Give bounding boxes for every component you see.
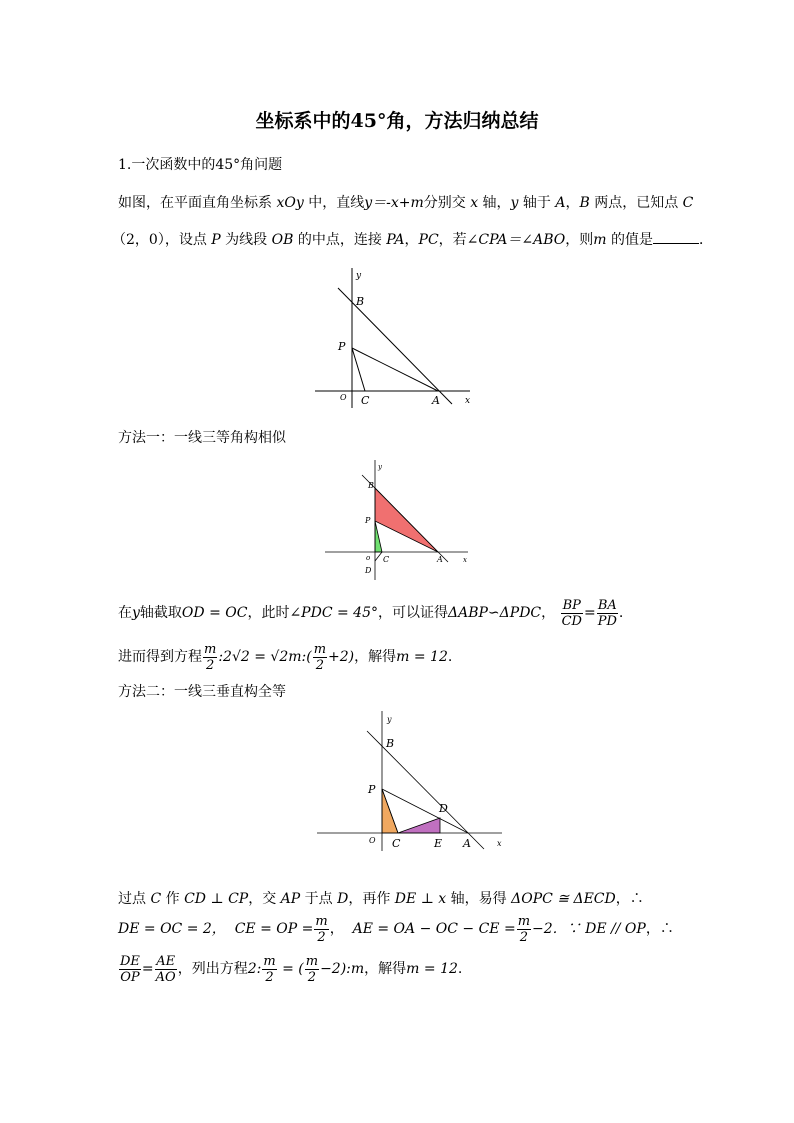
label-o: o	[366, 554, 371, 562]
label-p: P	[368, 783, 376, 796]
triangle-pdc	[375, 521, 382, 552]
label-c: C	[392, 837, 401, 850]
method-1-line-1: 在y轴截取OD = OC，此时∠PDC = 45°，可以证得ΔABP∽ΔPDC， $\frac{BP}{CD}$ = $\frac{BA}{PD}$ .	[118, 597, 624, 629]
method-2-line-3: $\frac{DE}{OP}$ = $\frac{AE}{AO}$ ，列出方程2: $\frac{m}{2}$ = ( $\frac{m}{2}$ −2):m，解得m = 12.	[120, 953, 463, 985]
label-b: B	[386, 737, 395, 750]
label-a: A	[432, 394, 440, 407]
method-2-line-2: DE = OC = 2， CE = OP = $\frac{m}{2}$ ， AE = OA − OC − CE = $\frac{m}{2}$ −2．∵ DE // OP，∴	[118, 913, 674, 945]
fraction-m-2f: $\frac{m}{2}$	[305, 953, 319, 985]
label-d: D	[365, 566, 372, 575]
fraction-m-2b: $\frac{m}{2}$	[313, 641, 327, 673]
segment-pa	[352, 348, 438, 391]
label-o: O	[369, 836, 376, 845]
label-o: O	[340, 393, 347, 402]
method-2-heading: 方法二：一线三垂直构全等	[118, 684, 286, 700]
section-heading: 1.一次函数中的45°角问题	[118, 157, 283, 173]
method-1-line-2: 进而得到方程 $\frac{m}{2}$ :2√2 = √2m:( $\frac{m}{2}$ +2)，解得m = 12.	[118, 641, 453, 673]
label-y: y	[387, 715, 392, 724]
method-2-line-1: 过点 C 作 CD ⊥ CP，交 AP 于点 D，再作 DE ⊥ x 轴，易得 ΔOPC ≅ ΔECD，∴	[118, 891, 644, 907]
fraction-bp-cd: $\frac{BP}{CD}$	[561, 597, 582, 629]
segment-pc	[352, 348, 365, 391]
fraction-m-2d: $\frac{m}{2}$	[517, 913, 531, 945]
fraction-de-op: $\frac{DE}{OP}$	[120, 953, 140, 985]
answer-blank[interactable]	[653, 231, 699, 244]
figure-3	[312, 706, 512, 856]
segment-dc	[375, 552, 382, 561]
fraction-m-2c: $\frac{m}{2}$	[315, 913, 328, 945]
label-y: y	[378, 463, 382, 471]
label-d: D	[439, 802, 448, 815]
label-a: A	[437, 555, 443, 564]
triangle-ecd	[398, 818, 440, 833]
label-b: B	[356, 295, 365, 308]
label-c: C	[383, 555, 390, 564]
fraction-m-2: $\frac{m}{2}$	[204, 641, 217, 673]
method-1-heading: 方法一：一线三等角构相似	[118, 430, 286, 446]
label-x: x	[465, 396, 471, 406]
label-p: P	[365, 516, 371, 525]
figure-1	[305, 258, 485, 413]
figure-2	[320, 455, 480, 585]
page-title: 坐标系中的45°角，方法归纳总结	[255, 110, 539, 132]
label-c: C	[361, 394, 370, 407]
label-x: x	[497, 839, 502, 848]
label-a: A	[463, 837, 471, 850]
fraction-m-2e: $\frac{m}{2}$	[263, 953, 276, 985]
label-p: P	[338, 340, 346, 353]
label-x: x	[463, 556, 467, 564]
problem-line-2: （2，0），设点 P 为线段 OB 的中点，连接 PA，PC，若∠CPA＝∠ABO，则m 的值是 ．	[112, 232, 713, 248]
fraction-ae-ao: $\frac{AE}{AO}$	[155, 953, 176, 985]
label-b: B	[368, 481, 374, 490]
fraction-ba-pd: $\frac{BA}{PD}$	[597, 597, 617, 629]
label-y: y	[356, 271, 362, 281]
problem-line-1: 如图，在平面直角坐标系 xOy 中，直线y＝-x+m分别交 x 轴，y 轴于 A，B 两点，已知点 C	[118, 195, 694, 211]
label-e: E	[434, 837, 443, 850]
